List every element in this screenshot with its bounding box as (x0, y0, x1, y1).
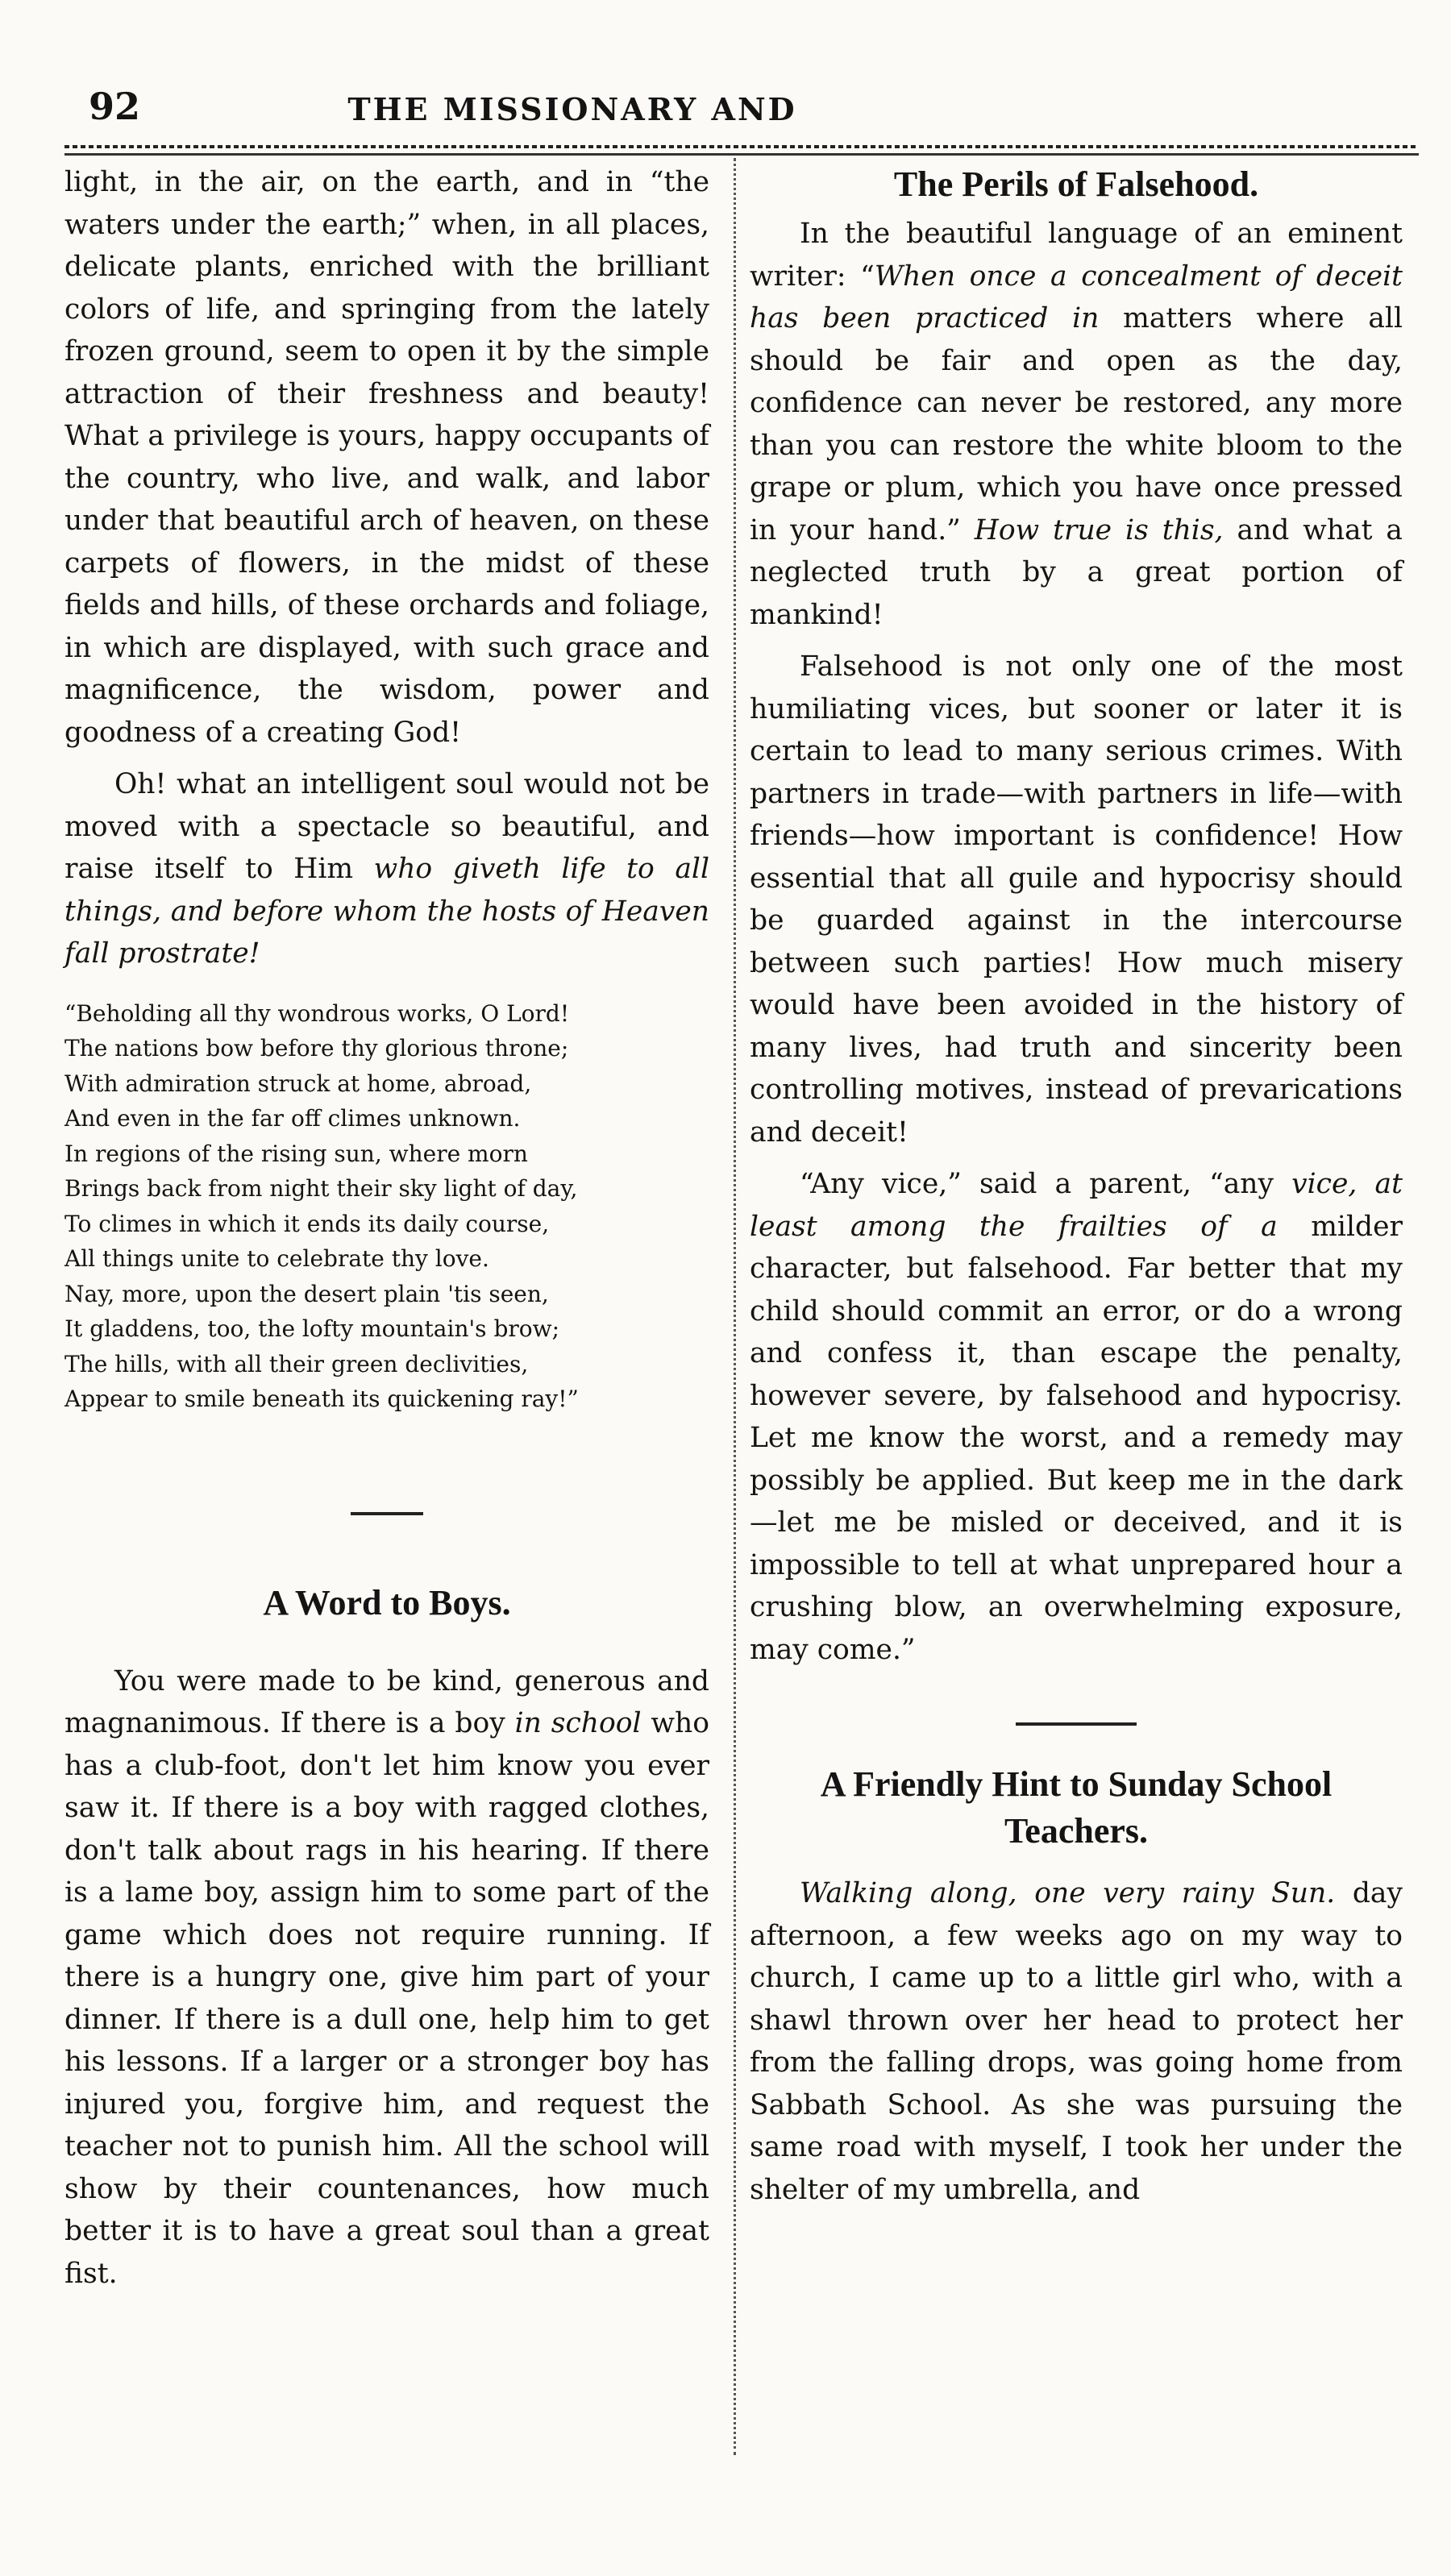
poem-line: All things unite to celebrate thy love. (64, 1245, 489, 1272)
poem-line: In regions of the rising sun, where morn (64, 1140, 528, 1167)
perils-p3-text-a: “Any vice,” said a parent, “any (800, 1168, 1292, 1200)
poem-line: It gladdens, too, the lofty mountain's brow; (64, 1315, 560, 1342)
word-to-boys-text-c: who has a club-foot, don't let him know you ever saw it. If there is a boy with ragged clothes, don't talk about rags in his hearing. If there is a lame boy, assign him to some part of the game which does not require running. If there is a hungry one, give him part of your dinner. If there is a dull one, help him to get his lessons. If a larger or a stronger boy has injured you, forgive him, and request the teacher not to punish him. All the school will show by their countenances, how much better it is to have a great soul than a great fist. (64, 1707, 709, 2290)
word-to-boys-body (64, 1660, 709, 2296)
right-column (750, 161, 1403, 2211)
word-to-boys-text-a: You were made to be kind, generous and magnanimous. If there is a boy (64, 1664, 709, 1739)
perils-p1-text-c: and what a neglected truth by a great portion of mankind! (750, 513, 1403, 631)
perils-p1-text-a: In the beautiful language of an eminent writer: “ (750, 218, 1403, 293)
poem-line: The hills, with all their green declivities, (64, 1350, 529, 1377)
article-title-friendly-hint: A Friendly Hint to Sunday School Teachers. (820, 1764, 1333, 1851)
header-wavy-rule (64, 145, 1419, 153)
left-paragraph-2-text: Oh! what an intelligent soul would not be moved with a spectacle so beautiful, and raise itself to Him (64, 768, 709, 885)
perils-paragraph-2: Falsehood is not only one of the most humiliating vices, but sooner or later it is certain to lead to many serious crimes. With partners in trade—with partners in life—with friends—how important is confidence! How essential that all guile and hypocrisy should be guarded against in the intercourse between such parties! How much misery would have been avoided in the history of many lives, had truth and sincerity been controlling motives, instead of prevarications and deceit! (750, 650, 1403, 1149)
header-rule (64, 153, 1419, 156)
perils-p1-italic-2: How true is this, (974, 513, 1224, 546)
page-header (89, 85, 1411, 141)
friendly-hint-italic: Walking along, one very rainy Sun. (800, 1877, 1336, 1909)
poem-line: “Beholding all thy wondrous works, O Lord! (64, 999, 570, 1027)
left-paragraph-2 (64, 763, 709, 975)
poem-line: To climes in which it ends its daily course, (64, 1210, 550, 1237)
poem-line: The nations bow before thy glorious throne; (64, 1035, 569, 1062)
poem-line: Brings back from night their sky light of day, (64, 1175, 578, 1202)
friendly-hint-text: day afternoon, a few weeks ago on my way to church, I came up to a little girl who, with a shawl thrown over her head to protect her from the falling drops, was going home from Sabbath School. As she was pursuing the same road with myself, I took her under the shelter of my umbrella, and (750, 1877, 1403, 2206)
perils-p1-italic: When once a concealment of deceit has been practiced in (750, 260, 1403, 334)
poem-line: Appear to smile beneath its quickening ray!” (64, 1386, 579, 1412)
running-head: THE MISSIONARY AND (347, 91, 797, 127)
poem-line: Nay, more, upon the desert plain 'tis seen, (64, 1280, 549, 1307)
left-column (64, 161, 709, 2295)
article-title-perils: The Perils of Falsehood. (893, 164, 1259, 204)
perils-paragraph-3 (750, 1163, 1403, 1671)
perils-p3-text-b: milder character, but falsehood. Far better that my child should commit an error, or do a wrong and confess it, than escape the penalty, however severe, by falsehood and hypocrisy. Let me know the worst, and a remedy may possibly be applied. But keep me in the dark—let me be misled or deceived, and it is impossible to tell at what unprepared hour a crushing blow, an overwhelming exposure, may come.” (750, 1210, 1403, 1666)
perils-paragraph-1 (750, 213, 1403, 636)
article-title-word-to-boys: A Word to Boys. (263, 1582, 511, 1622)
page-number: 92 (89, 85, 141, 128)
perils-p3-italic: vice, at least among the frailties of a (750, 1168, 1403, 1243)
poem-line: With admiration struck at home, abroad, (64, 1070, 532, 1097)
column-divider (734, 158, 736, 2455)
poem (64, 996, 709, 1417)
word-to-boys-italic: in school (514, 1707, 642, 1739)
section-separator (1016, 1722, 1137, 1726)
section-separator (351, 1512, 423, 1515)
left-paragraph-2-italic: who giveth life to all things, and before whom the hosts of Heaven fall prostrate! (64, 853, 709, 970)
perils-p1-text-b: matters where all should be fair and open as the day, confidence can never be restored, any more than you can restore the white bloom to the grape or plum, which you have once pressed in your hand.” (750, 302, 1403, 546)
left-paragraph-1: light, in the air, on the earth, and in “the waters under the earth;” when, in all places, delicate plants, enriched with the brilliant colors of life, and springing from the lately frozen ground, seem to open it by the simple attraction of their freshness and beauty! What a privilege is yours, happy occupants of the country, who live, and walk, and labor under that beautiful arch of heaven, on these carpets of flowers, in the midst of these fields and hills, of these orchards and foliage, in which are displayed, with such grace and magnificence, the wisdom, power and goodness of a creating God! (64, 166, 709, 749)
friendly-hint-body (750, 1872, 1403, 2211)
poem-line: And even in the far off climes unknown. (64, 1105, 521, 1132)
